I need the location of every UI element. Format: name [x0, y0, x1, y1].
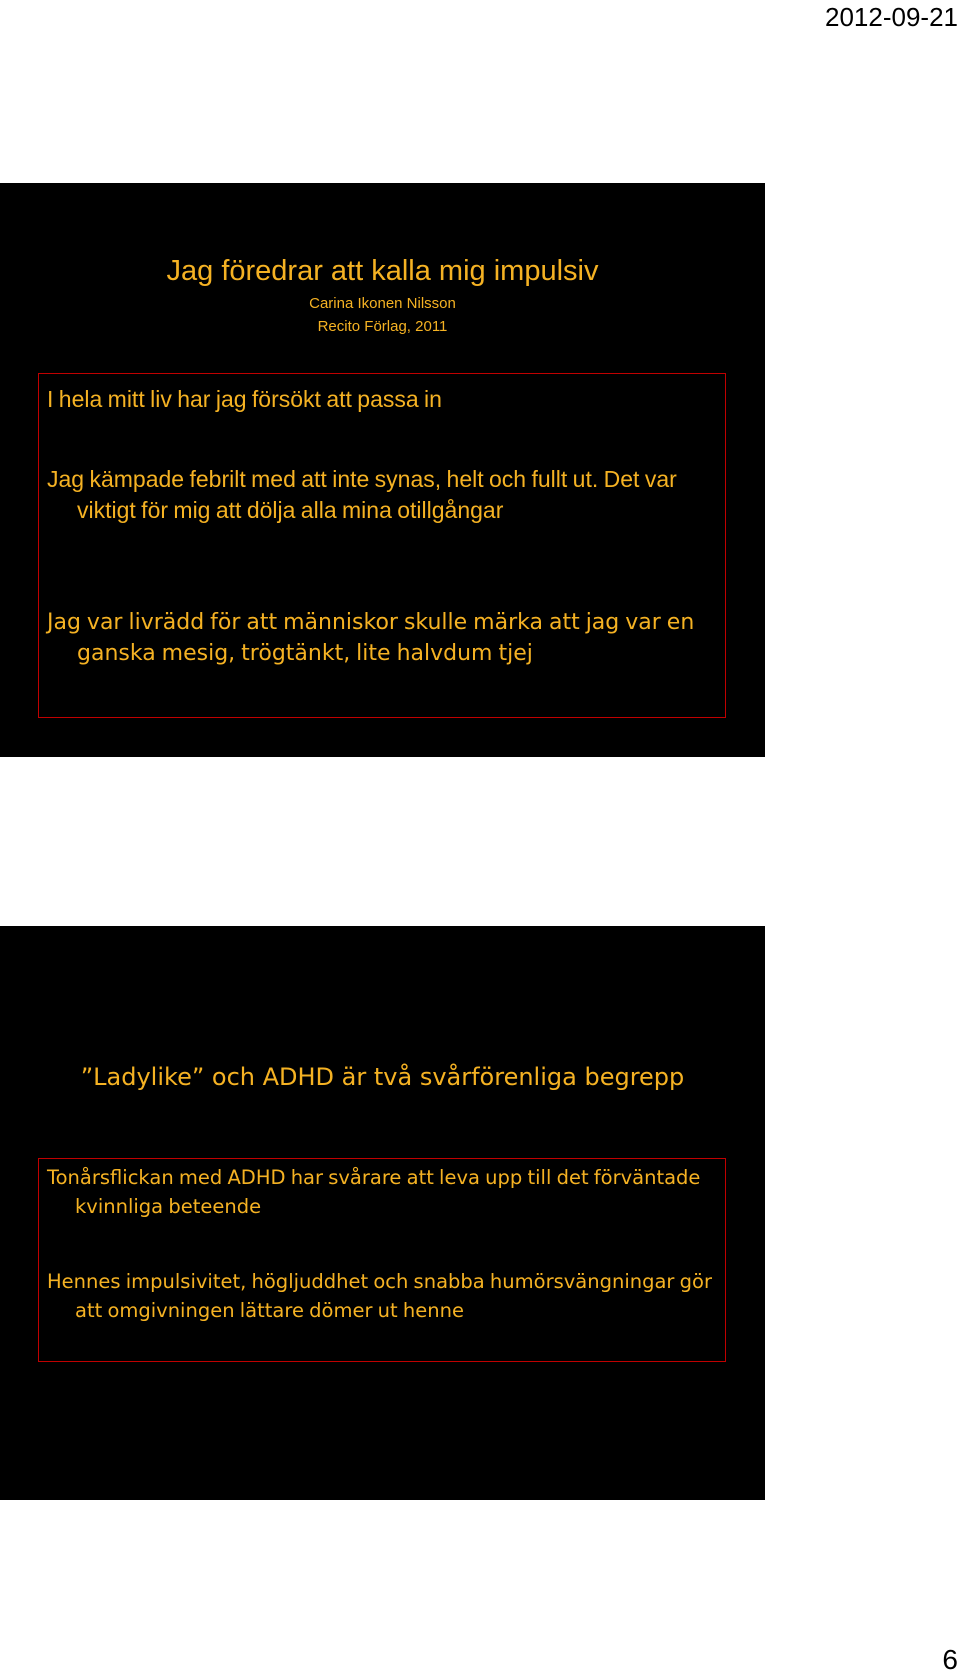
slide-1-title: Jag föredrar att kalla mig impulsiv — [166, 255, 599, 287]
slide-1-text-box — [38, 373, 726, 718]
slide-1-bullet-3: Jag var livrädd för att människor skulle märka att jag var en ganska mesig, trögtänkt, lite halvdum tjej — [47, 610, 695, 666]
slide-2 — [0, 926, 765, 1500]
page-number: 6 — [942, 1644, 958, 1675]
header-date: 2012-09-21 — [825, 2, 958, 32]
slide-1 — [0, 183, 765, 757]
slide-1-bullet-2: Jag kämpade febrilt med att inte synas, helt och fullt ut. Det var viktigt för mig att dölja alla mina otillgångar — [47, 466, 677, 523]
slide-1-author: Carina Ikonen Nilsson — [309, 295, 456, 312]
slide-2-bullet-1: Tonårsflickan med ADHD har svårare att leva upp till det förväntade kvinnliga beteende — [47, 1166, 701, 1218]
slide-1-publisher: Recito Förlag, 2011 — [317, 318, 448, 335]
slide-2-bullet-2: Hennes impulsivitet, högljuddhet och snabba humörsvängningar gör att omgivningen lättare dömer ut henne — [47, 1270, 712, 1322]
slide-2-text-box — [38, 1158, 726, 1362]
slide-1-bullet-1: I hela mitt liv har jag försökt att passa in — [47, 386, 442, 412]
slide-2-title: ”Ladylike” och ADHD är två svårförenliga begrepp — [80, 1063, 685, 1091]
